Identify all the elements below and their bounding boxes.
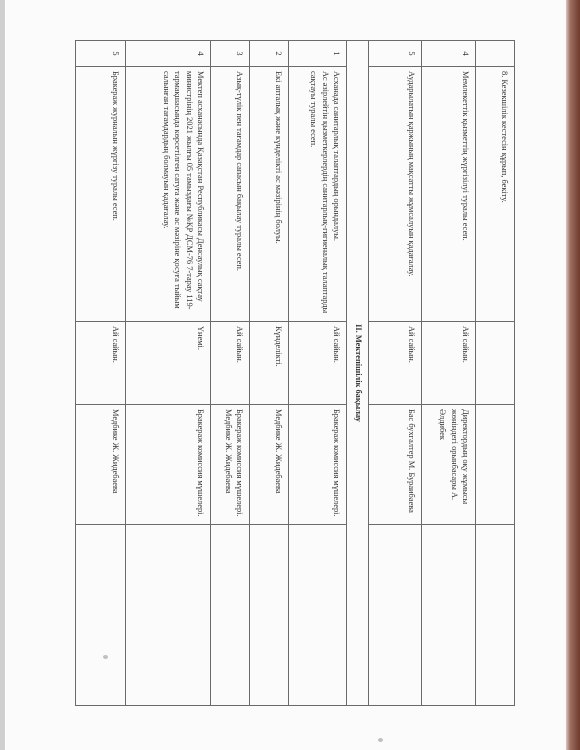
row-responsible: Бракераж комиссия мүшелері. Медбике Ж. Жидебаева [211, 405, 250, 525]
section-header-row [347, 41, 369, 706]
row-result [126, 525, 211, 706]
row-when: Күнделікті. [250, 322, 289, 405]
table-row [289, 41, 347, 706]
row-responsible: Бракераж комиссия мүшелері. [126, 405, 211, 525]
table-row [76, 41, 126, 706]
work-plan-table [75, 40, 515, 706]
table-row [476, 41, 515, 706]
row-topic: Асханада санитарлық талаптардың орындалуы. Ас әзірлейтін қызметкерлердің санитарлық-гигиеналық талаптарды сақтауы туралы есеп. [289, 67, 347, 322]
scan-edge-left [0, 0, 5, 750]
row-responsible: Бракераж комиссия мүшелері. [289, 405, 347, 525]
row-topic: Мектеп асханасында Қазақстан Республикасы Денсаулық сақтау министрінің 2021 жылғы 05 тамыздағы №ҚР ДСМ-76 7-тарау 119-тармақшасында көрсетілген сатуға және ас мәзіріне қосуға тыйым салынған тағамдардың болмауын қадағалау. [126, 67, 211, 322]
row-number: 5 [76, 41, 126, 67]
table-row [211, 41, 250, 706]
row-responsible [476, 405, 515, 525]
row-when: Ай сайын. [422, 322, 476, 405]
row-topic: Азық-түлік пен тағамдар сапасын бақылау туралы есеп. [211, 67, 250, 322]
row-number: 4 [422, 41, 476, 67]
table-row [369, 41, 422, 706]
row-number: 3 [211, 41, 250, 67]
row-result [476, 525, 515, 706]
row-when [476, 322, 515, 405]
row-number: 2 [250, 41, 289, 67]
row-result [250, 525, 289, 706]
row-number: 1 [289, 41, 347, 67]
row-number: 5 [369, 41, 422, 67]
row-when: Ай сайын. [76, 322, 126, 405]
row-number: 4 [126, 41, 211, 67]
row-when: Ай сайын. [369, 322, 422, 405]
row-topic: 8. Кезекшілік кестесін құрып, бекіту. [476, 67, 515, 322]
row-result [369, 525, 422, 706]
section-title: II. Мектепішілік бақылау [347, 41, 369, 706]
scan-edge-right [566, 0, 580, 750]
row-topic: Екі апталық және күнделікті ас мәзірінің болуы. [250, 67, 289, 322]
row-result [422, 525, 476, 706]
table-row [422, 41, 476, 706]
row-when: Ай сайын. [289, 322, 347, 405]
row-result [76, 525, 126, 706]
row-topic: Бракераж журналын жүргізу туралы есеп. [76, 67, 126, 322]
row-topic: Аударылатын қаржының мақсатты жұмсалуын қадағалау. [369, 67, 422, 322]
row-responsible: Медбике Ж. Жидебаева [250, 405, 289, 525]
table-row [250, 41, 289, 706]
row-responsible: Медбике Ж. Жидебаева [76, 405, 126, 525]
row-result [211, 525, 250, 706]
table-row [126, 41, 211, 706]
rotated-table-wrapper [85, 40, 515, 705]
row-topic: Мемлекеттік қызметтің жүргізілуі туралы есеп. [422, 67, 476, 322]
row-when: Үнемі. [126, 322, 211, 405]
scan-speck [378, 738, 383, 742]
row-responsible: Директордың оқу жұмысы жөніндегі орынбасары А. Әлдибек [422, 405, 476, 525]
row-responsible: Бас бухгалтер М. Бураибаева [369, 405, 422, 525]
row-result [289, 525, 347, 706]
row-when: Ай сайын. [211, 322, 250, 405]
row-number [476, 41, 515, 67]
